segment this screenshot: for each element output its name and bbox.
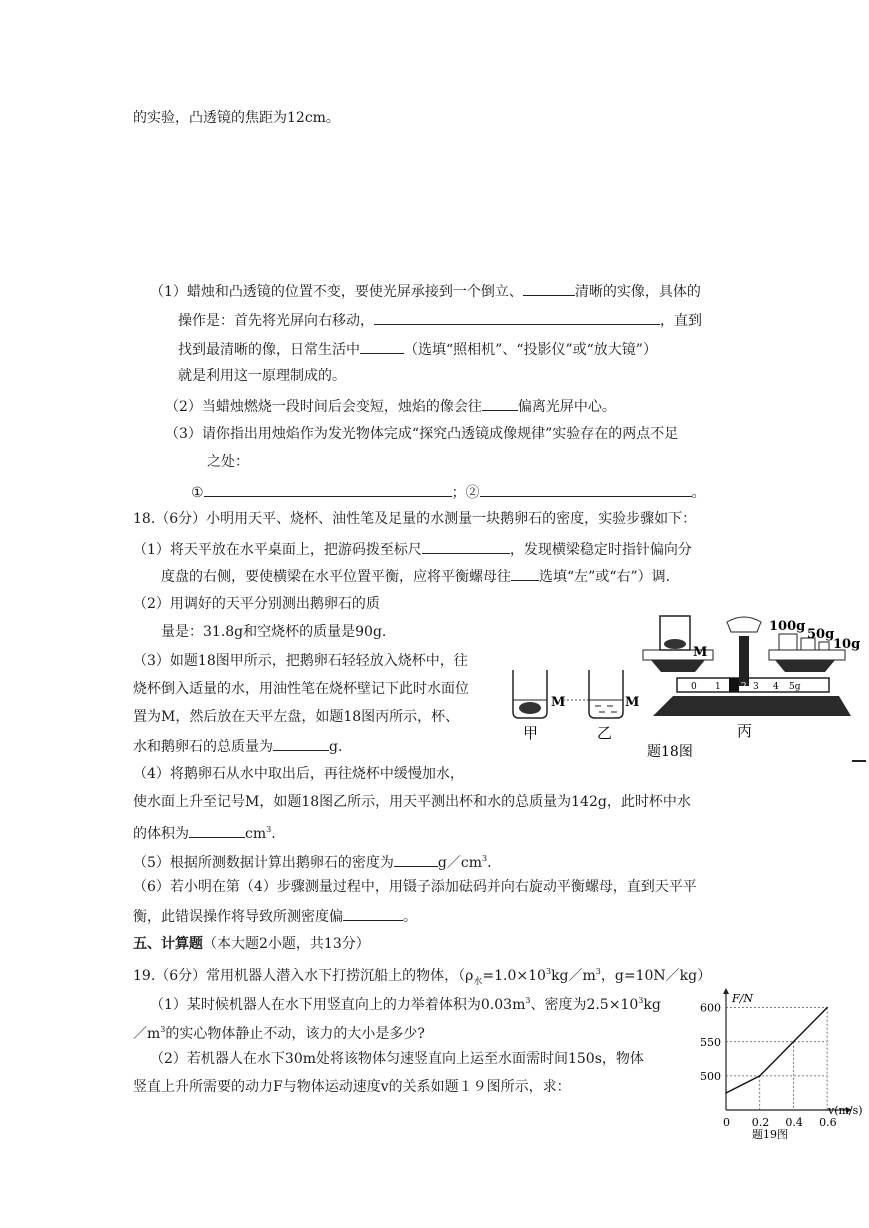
label-yi: 乙 <box>597 724 613 742</box>
label-bing: 丙 <box>737 722 753 740</box>
q18-s2-a: （2）用调好的天平分别测出鹅卵石的质 <box>133 596 380 612</box>
q17-p3-c1: ① <box>191 485 204 501</box>
q18-s4-d: cm <box>245 826 267 842</box>
figure-18-caption: 题18图 <box>647 744 693 760</box>
y-axis-arrow-icon <box>723 988 729 994</box>
q18-s3-line2 <box>133 679 469 699</box>
q17-p1-e: 找到最清晰的像，日常生活中 <box>178 342 360 358</box>
q18-s1-line1 <box>133 538 692 560</box>
q17-p1-line4 <box>178 366 346 386</box>
q19-p2-line1 <box>150 1049 644 1069</box>
x-tick-label: 0.4 <box>785 1116 803 1129</box>
y-tick-label: 600 <box>700 1001 721 1015</box>
q18-s5-a: （5）根据所测数据计算出鹅卵石的密度为 <box>133 855 394 871</box>
y-tick-label: 500 <box>700 1069 721 1083</box>
weight-10g: 10g <box>833 637 861 652</box>
q18-head <box>133 509 696 529</box>
q17-p1-line3 <box>178 338 657 360</box>
q17-p1-c: 操作是：首先将光屏向右移动， <box>178 313 374 329</box>
answer-blank[interactable] <box>394 851 438 867</box>
q18-s3-c: 置为M，然后放在天平左盘，如题18图丙所示，杯、 <box>133 709 460 725</box>
mark-m-yi: M <box>625 695 640 710</box>
section5-title: 五、计算题 <box>133 936 203 952</box>
q17-p1-a: （1）蜡烛和凸透镜的位置不变，要使光屏承接到一个倒立、 <box>150 284 523 300</box>
q19-p1-b: 、密度为2.5×10 <box>530 997 639 1013</box>
answer-blank[interactable] <box>482 395 518 411</box>
q17-p3-c3: 。 <box>691 485 706 501</box>
q18-s2-line2 <box>161 622 386 642</box>
q18-s4-b: 使水面上升至记号M，如题18图乙所示，用天平测出杯和水的总质量为142g，此时杯中水 <box>133 794 691 810</box>
q17-p1-g: 就是利用这一原理制成的。 <box>178 368 346 384</box>
q18-s4-line1 <box>133 764 464 784</box>
q18-s4-a: （4）将鹅卵石从水中取出后，再往烧杯中缓慢加水， <box>133 766 464 782</box>
q18-s1-a: （1）将天平放在水平桌面上，把游码拨至标尺 <box>133 542 422 558</box>
q18-s3-e: g. <box>329 739 343 755</box>
margin-dash <box>852 760 866 762</box>
chart-caption: 题19图 <box>752 1128 788 1141</box>
q17-p1-line2 <box>178 309 702 331</box>
answer-blank[interactable] <box>422 538 510 554</box>
figure-18 <box>505 612 861 762</box>
series-line <box>726 1008 827 1093</box>
scale-tick-0: 0 <box>691 682 697 692</box>
q17-p3-line3 <box>191 481 706 503</box>
q18-s3-line1 <box>133 651 468 671</box>
figure-19-chart <box>694 986 866 1146</box>
scale-tick-3: 3 <box>753 682 759 692</box>
q19-head-c: kg／m <box>551 968 596 984</box>
answer-blank[interactable] <box>189 822 245 838</box>
q19-head-d: ，g=10N／kg） <box>600 968 712 984</box>
series-point <box>759 1075 761 1077</box>
q19-head-sup1: 3 <box>545 967 552 976</box>
answer-blank[interactable] <box>273 735 329 751</box>
q18-s1-b: ，发现横梁稳定时指针偏向分 <box>509 542 692 558</box>
q19-head-b: =1.0×10 <box>482 968 546 984</box>
q18-s6-c: 。 <box>403 909 417 925</box>
series-point <box>793 1041 795 1043</box>
q19-p1-d: ／m <box>133 1026 161 1042</box>
q18-s4-sup: 3 <box>266 825 272 834</box>
intro-line <box>133 108 340 128</box>
q19-p2-a: （2）若机器人在水下30m处将该物体匀速竖直向上运至水面需时间150s，物体 <box>150 1051 644 1067</box>
q17-p2-a: （2）当蜡烛燃烧一段时间后会变短，烛焰的像会往 <box>165 399 482 415</box>
q18-s1-d: 选填“左”或“右”）调. <box>539 569 671 585</box>
q18-s5-c: . <box>487 855 492 871</box>
mark-m-jia: M <box>551 695 566 710</box>
q17-p3-line1 <box>165 424 678 444</box>
q18-s6-b: 衡，此错误操作将导致所测密度偏 <box>133 909 343 925</box>
q17-p3-a: （3）请你指出用烛焰作为发光物体完成“探究凸透镜成像规律”实验存在的两点不足 <box>165 426 679 442</box>
q17-p1-f: （选填“照相机”、“投影仪”或“放大镜”） <box>404 342 657 358</box>
q19-p2-b: 竖直上升所需要的动力F与物体运动速度v的关系如题１９图所示，求： <box>133 1079 571 1095</box>
q18-s1-c: 度盘的右侧，要使横梁在水平位置平衡，应将平衡螺母往 <box>161 569 511 585</box>
section5-line <box>133 934 370 954</box>
q18-s4-line2 <box>133 792 691 812</box>
answer-blank[interactable] <box>374 309 660 325</box>
q19-p1-line1 <box>150 991 661 1015</box>
q19-p1-a: （1）某时候机器人在水下用竖直向上的力举着体积为0.03m <box>150 997 526 1013</box>
q19-p2-line2 <box>133 1077 571 1097</box>
scale-tick-5g: 5g <box>789 682 801 692</box>
q18-s5-sup: 3 <box>481 854 488 863</box>
q19-p1-sup1: 3 <box>525 996 531 1005</box>
answer-blank[interactable] <box>523 280 575 296</box>
q17-p2-b: 偏离光屏中心。 <box>517 399 616 415</box>
q18-s6-line1 <box>133 877 697 897</box>
q19-p1-line2 <box>133 1020 425 1044</box>
q18-s6-a: （6）若小明在第（4）步骤测量过程中，用镊子添加砝码并向右旋动平衡螺母，直到天平平 <box>133 879 697 895</box>
q17-p3-line2 <box>207 452 249 472</box>
q18-s5-line <box>133 849 492 873</box>
answer-blank[interactable] <box>511 565 539 581</box>
q19-p1-sup3: 3 <box>160 1025 166 1034</box>
q18-s4-e: . <box>271 826 276 842</box>
q19-p1-c: kg <box>643 997 661 1013</box>
q19-p1-sup2: 3 <box>638 996 644 1005</box>
q17-p2-line <box>165 395 616 417</box>
q18-s3-b: 烧杯倒入适量的水，用油性笔在烧杯壁记下此时水面位 <box>133 681 469 697</box>
q18-s2-b: 量是：31.8g和空烧杯的质量是90g. <box>161 624 387 640</box>
beaker-yi-icon <box>589 670 623 718</box>
intro-text: 的实验，凸透镜的焦距为12cm。 <box>133 110 340 126</box>
q18-s3-line3 <box>133 707 459 727</box>
y-axis-label: F/N <box>732 992 753 1005</box>
section5-note: （本大题2小题，共13分） <box>203 936 370 952</box>
q17-p1-d: ，直到 <box>660 313 702 329</box>
answer-blank[interactable] <box>480 481 692 497</box>
answer-blank[interactable] <box>360 338 404 354</box>
series-point <box>725 1092 727 1094</box>
label-jia: 甲 <box>523 724 539 742</box>
x-tick-label: 0.6 <box>819 1116 837 1129</box>
x-axis-label: v(m/s) <box>828 1104 863 1117</box>
scale-tick-2: 2 <box>741 682 747 692</box>
q19-head <box>133 962 711 992</box>
q18-head-text: 18.（6分）小明用天平、烧杯、油性笔及足量的水测量一块鹅卵石的密度，实验步骤如下： <box>133 511 697 527</box>
q18-s3-a: （3）如题18图甲所示，把鹅卵石轻轻放入烧杯中，往 <box>133 653 468 669</box>
answer-blank[interactable] <box>204 481 452 497</box>
q18-s3-d: 水和鹅卵石的总质量为 <box>133 739 273 755</box>
q17-p3-c2: ；② <box>451 485 480 501</box>
q17-p3-b: 之处： <box>207 454 249 470</box>
q18-s6-line2 <box>133 905 417 927</box>
q18-s3-line4 <box>133 735 342 757</box>
q17-p1-b: 清晰的实像，具体的 <box>574 284 701 300</box>
scale-tick-1: 1 <box>715 682 721 692</box>
beaker-jia-icon <box>513 670 547 718</box>
q17-p1-line1 <box>150 280 701 302</box>
x-tick-label: 0.2 <box>751 1116 770 1129</box>
scale-tick-4: 4 <box>773 682 779 692</box>
mark-m-bing: M <box>693 645 708 660</box>
x-tick-label: 0 <box>723 1116 730 1129</box>
q19-head-sub: 水 <box>473 976 483 987</box>
q18-s1-line2 <box>161 565 670 587</box>
q18-s2-line1 <box>133 594 380 614</box>
q18-s5-b: g／cm <box>437 855 482 871</box>
q19-p1-e: 的实心物体静止不动，该力的大小是多少? <box>165 1026 425 1042</box>
weight-100g: 100g <box>769 619 806 634</box>
y-tick-label: 550 <box>700 1035 721 1049</box>
q19-head-sup2: 3 <box>595 967 601 976</box>
weight-50g: 50g <box>807 627 835 642</box>
q19-head-a: 19.（6分）常用机器人潜入水下打捞沉船上的物体，（ρ <box>133 968 474 984</box>
q18-s4-line3 <box>133 820 276 844</box>
q18-s4-c: 的体积为 <box>133 826 189 842</box>
answer-blank[interactable] <box>343 905 403 921</box>
series-point <box>826 1007 828 1009</box>
